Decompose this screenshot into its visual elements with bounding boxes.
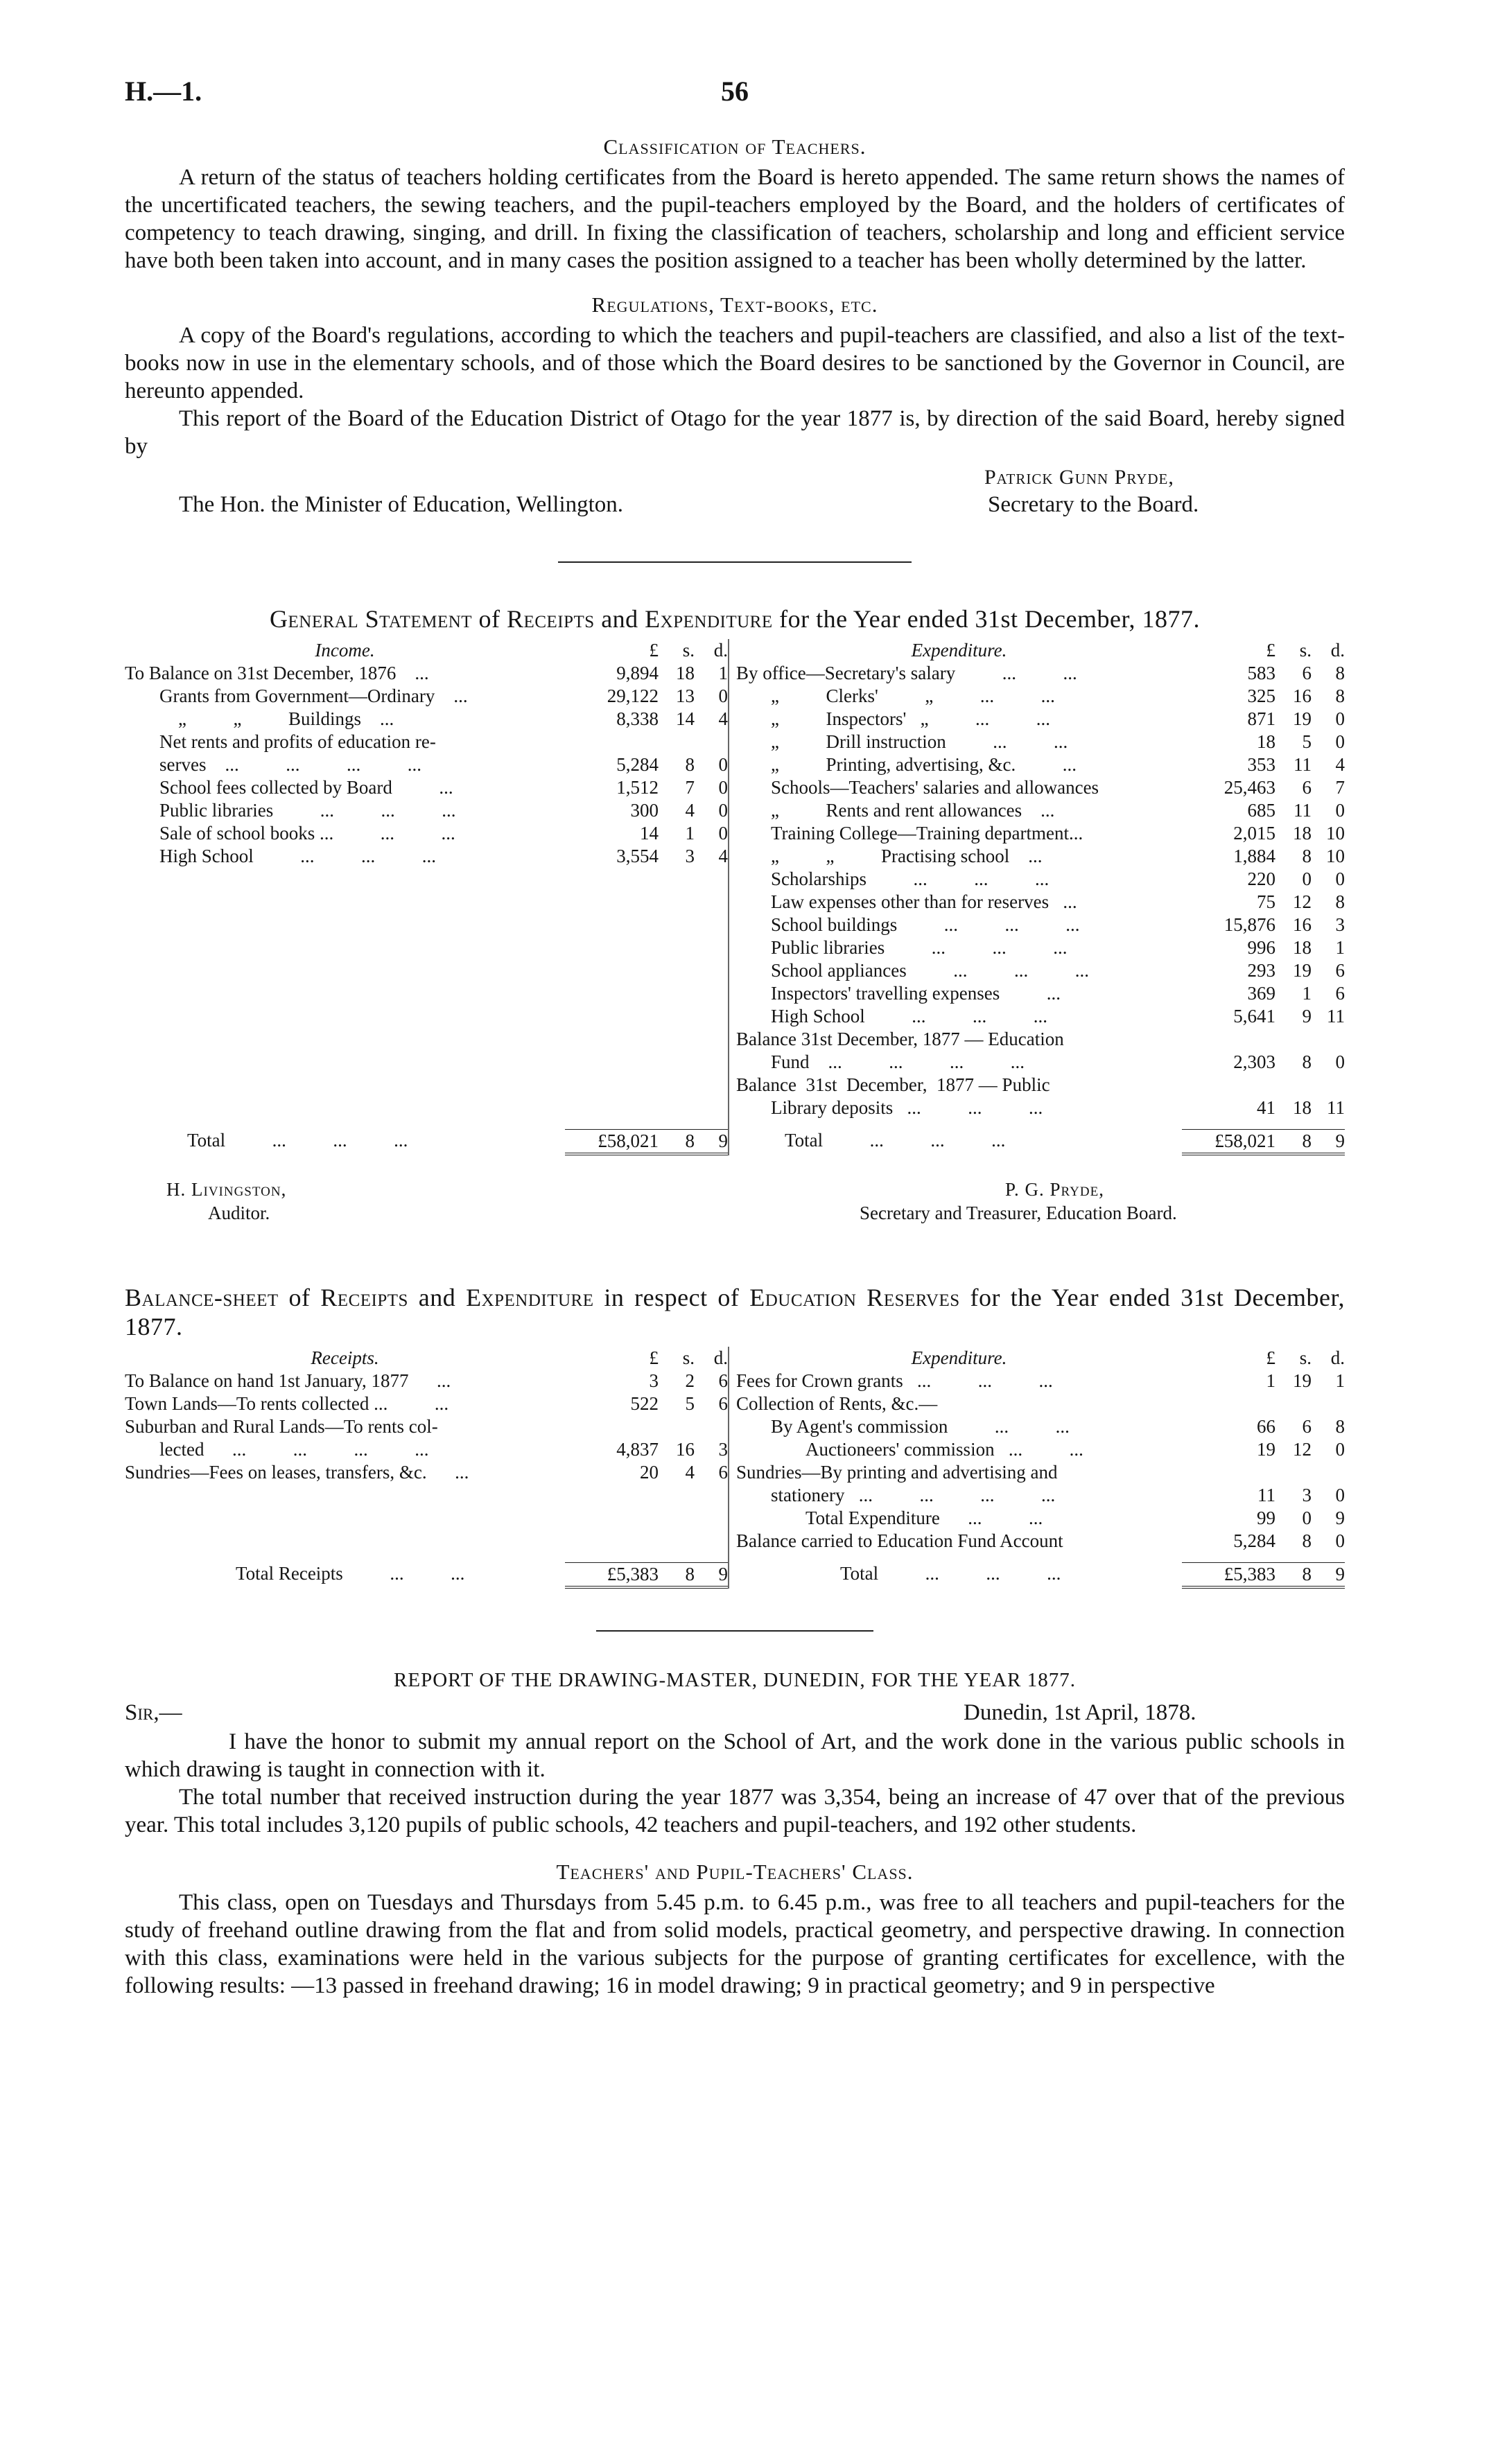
account-row xyxy=(125,731,728,753)
account-row xyxy=(736,708,1345,731)
amount-pence: 3 xyxy=(1335,914,1345,935)
unit-shillings: s. xyxy=(1299,1347,1312,1368)
account-item: High School ... ... ... xyxy=(159,846,437,866)
amount-pence: 0 xyxy=(718,754,728,775)
account-item: „ Rents and rent allowances ... xyxy=(771,800,1055,821)
account-row xyxy=(125,708,728,731)
title-part: for the Year ended 31st December, 1877. xyxy=(772,605,1200,633)
amount-pence: 0 xyxy=(718,823,728,844)
amount-pounds: 3 xyxy=(649,1370,659,1391)
amount-pounds: 19 xyxy=(1257,1439,1275,1460)
reserves-expenditure-column xyxy=(728,1347,1345,1553)
account-item: Sundries—Fees on leases, transfers, &c. ... xyxy=(125,1462,469,1483)
account-row xyxy=(125,776,728,799)
page xyxy=(125,69,1345,2000)
unit-pounds: £ xyxy=(649,640,659,661)
amount-shillings: 8 xyxy=(1302,846,1312,866)
reserves-expenditure-header-row xyxy=(736,1347,1345,1370)
account-item: Net rents and profits of education re- xyxy=(159,731,436,752)
amount-shillings: 5 xyxy=(1302,731,1312,752)
amount-pounds: 9,894 xyxy=(616,663,659,683)
total-shillings: 8 xyxy=(659,1129,695,1155)
amount-pounds: 25,463 xyxy=(1223,777,1275,798)
amount-pounds: 4,837 xyxy=(616,1439,659,1460)
account-item: Total Expenditure ... ... xyxy=(805,1508,1043,1528)
account-row xyxy=(736,1096,1345,1119)
page-header xyxy=(125,69,1345,119)
amount-shillings: 1 xyxy=(1302,983,1312,1004)
amount-pounds: 3,554 xyxy=(616,846,659,866)
amount-pounds: 41 xyxy=(1257,1097,1275,1118)
account-row xyxy=(736,1005,1345,1028)
account-row xyxy=(736,731,1345,753)
amount-pounds: 5,641 xyxy=(1233,1006,1275,1026)
amount-pounds: 293 xyxy=(1247,960,1275,981)
amount-shillings: 11 xyxy=(1294,800,1312,821)
account-row xyxy=(736,891,1345,914)
account-item: Library deposits ... ... ... xyxy=(771,1097,1043,1118)
amount-shillings: 1 xyxy=(685,823,695,844)
amount-pounds: 18 xyxy=(1257,731,1275,752)
amount-pounds: 29,122 xyxy=(607,685,659,706)
amount-pounds: 11 xyxy=(1257,1485,1275,1505)
account-item: Inspectors' travelling expenses ... xyxy=(771,983,1061,1004)
account-row xyxy=(736,1484,1345,1507)
amount-pence: 10 xyxy=(1326,823,1345,844)
account-item: Sundries—By printing and advertising and xyxy=(736,1462,1058,1483)
class-heading: Teachers' and Pupil-Teachers' Class. xyxy=(556,1860,914,1884)
amount-pence: 0 xyxy=(1335,868,1345,889)
amount-pounds: 75 xyxy=(1257,891,1275,912)
amount-shillings: 2 xyxy=(685,1370,695,1391)
total-pounds: £5,383 xyxy=(565,1562,659,1589)
title-part: Education Reserves xyxy=(749,1284,960,1311)
amount-pence: 8 xyxy=(1335,685,1345,706)
amount-pence: 0 xyxy=(1335,731,1345,752)
amount-shillings: 12 xyxy=(1293,1439,1312,1460)
account-row xyxy=(736,1392,1345,1415)
report-paragraph-2: The total number that received instruction during the year 1877 was 3,354, being an increase of 47 over that of the previous year. This total includes 3,120 pupils of public schools, 42 teachers and pupil-teachers, and 192 other students. xyxy=(125,1785,1345,1837)
amount-shillings: 18 xyxy=(676,663,695,683)
page-number: 56 xyxy=(721,76,749,107)
account-row xyxy=(125,845,728,868)
account-row xyxy=(736,845,1345,868)
account-row xyxy=(125,753,728,776)
statement-signatures xyxy=(125,1179,1345,1241)
account-row xyxy=(736,776,1345,799)
amount-pence: 0 xyxy=(718,685,728,706)
account-row xyxy=(125,1461,728,1484)
regulations-heading: Regulations, Text-books, etc. xyxy=(591,292,878,317)
unit-pence: d. xyxy=(1330,1347,1345,1368)
title-part: in respect of xyxy=(593,1284,750,1311)
account-row xyxy=(125,685,728,708)
total-pounds: £58,021 xyxy=(565,1129,659,1155)
amount-pence: 11 xyxy=(1327,1006,1345,1026)
document-reference: H.—1. xyxy=(125,76,202,107)
report-paragraph-1: I have the honor to submit my annual report on the School of Art, and the work done in the various public schools in which drawing is taught in connection with it. xyxy=(125,1729,1345,1782)
expenditure-column xyxy=(728,639,1345,1119)
amount-pence: 0 xyxy=(718,800,728,821)
signer-title: Secretary to the Board. xyxy=(988,492,1199,517)
classification-paragraph: A return of the status of teachers holding certificates from the Board is hereto appended. The same return shows the names of the uncertificated teachers, the sewing teachers, and the pupil-teachers employed by the Board, and the holders of certificates of competency to teach drawing, singing, and drill. In fixing the classification of teachers, scholarship and long and efficient service have both been taken into account, and in many cases the position assigned to a teacher has been wholly determined by the latter. xyxy=(125,165,1345,273)
account-item: „ Drill instruction ... ... xyxy=(771,731,1068,752)
amount-shillings: 0 xyxy=(1302,868,1312,889)
unit-pence: d. xyxy=(713,640,728,661)
general-statement-title xyxy=(125,604,1345,634)
amount-pounds: 871 xyxy=(1247,708,1275,729)
amount-pence: 0 xyxy=(1335,1530,1345,1551)
amount-pence: 1 xyxy=(1335,1370,1345,1391)
total-label: Total Receipts ... ... xyxy=(236,1563,465,1584)
amount-pounds: 2,015 xyxy=(1233,823,1275,844)
amount-shillings: 14 xyxy=(676,708,695,729)
board-signature-block xyxy=(125,460,1345,523)
unit-pounds: £ xyxy=(1266,640,1275,661)
amount-shillings: 18 xyxy=(1293,823,1312,844)
general-statement-totals xyxy=(125,1119,1345,1155)
amount-pence: 10 xyxy=(1326,846,1345,866)
account-item: School buildings ... ... ... xyxy=(771,914,1080,935)
account-row xyxy=(736,936,1345,959)
account-item: High School ... ... ... xyxy=(771,1006,1048,1026)
amount-pence: 8 xyxy=(1335,891,1345,912)
total-label: Total ... ... ... xyxy=(187,1130,408,1151)
amount-pounds: 15,876 xyxy=(1223,914,1275,935)
amount-pounds: 20 xyxy=(640,1462,659,1483)
account-row xyxy=(125,1370,728,1392)
amount-shillings: 8 xyxy=(685,754,695,775)
amount-pounds: 369 xyxy=(1247,983,1275,1004)
expenditure-rows xyxy=(736,662,1345,1119)
amount-shillings: 19 xyxy=(1293,960,1312,981)
account-row xyxy=(736,1370,1345,1392)
amount-pence: 0 xyxy=(1335,800,1345,821)
account-row xyxy=(125,822,728,845)
amount-pence: 6 xyxy=(718,1370,728,1391)
amount-pence: 4 xyxy=(718,846,728,866)
account-row xyxy=(736,959,1345,982)
amount-shillings: 8 xyxy=(1302,1530,1312,1551)
amount-pounds: 300 xyxy=(630,800,659,821)
account-item: Suburban and Rural Lands—To rents col- xyxy=(125,1416,438,1437)
account-item: Fees for Crown grants ... ... ... xyxy=(736,1370,1053,1391)
receipts-header: Receipts. xyxy=(311,1347,379,1368)
title-part: and xyxy=(408,1284,467,1311)
title-part: Balance-sheet xyxy=(125,1284,279,1311)
account-item: „ „ Buildings ... xyxy=(159,708,394,729)
account-row xyxy=(736,1461,1345,1484)
amount-pounds: 685 xyxy=(1247,800,1275,821)
total-pounds: £5,383 xyxy=(1182,1562,1275,1589)
total-label: Total ... ... ... xyxy=(785,1130,1006,1151)
secretary-name: P. G. Pryde, xyxy=(1005,1179,1104,1200)
divider xyxy=(558,561,912,563)
addressee: The Hon. the Minister of Education, Wellington. xyxy=(179,492,624,517)
amount-pence: 6 xyxy=(718,1393,728,1414)
amount-shillings: 19 xyxy=(1293,708,1312,729)
account-row xyxy=(736,914,1345,936)
amount-pence: 1 xyxy=(1335,937,1345,958)
amount-shillings: 16 xyxy=(1293,914,1312,935)
regulations-paragraph: A copy of the Board's regulations, according to which the teachers and pupil-teachers are classified, and also a list of the text-books now in use in the elementary schools, and of those which the Board desires to be sanctioned by the Governor in Council, are hereunto appended. xyxy=(125,323,1345,403)
receipts-header-row xyxy=(125,1347,728,1370)
amount-pence: 1 xyxy=(718,663,728,683)
title-part: Expenditure xyxy=(466,1284,594,1311)
amount-pounds: 66 xyxy=(1257,1416,1275,1437)
account-item: „ Printing, advertising, &c. ... xyxy=(771,754,1077,775)
account-item: Law expenses other than for reserves ... xyxy=(771,891,1077,912)
salutation-row xyxy=(125,1700,1345,1728)
salutation: Sir,— xyxy=(125,1700,182,1725)
account-item: Collection of Rents, &c.— xyxy=(736,1393,938,1414)
account-item: lected ... ... ... ... xyxy=(159,1439,429,1460)
amount-pence: 0 xyxy=(718,777,728,798)
account-item: By Agent's commission ... ... xyxy=(771,1416,1070,1437)
amount-shillings: 18 xyxy=(1293,1097,1312,1118)
amount-shillings: 12 xyxy=(1293,891,1312,912)
amount-pounds: 8,338 xyxy=(616,708,659,729)
account-item: Sale of school books ... ... ... xyxy=(159,823,455,844)
total-label: Total ... ... ... xyxy=(840,1563,1061,1584)
amount-pounds: 353 xyxy=(1247,754,1275,775)
unit-pence: d. xyxy=(1330,640,1345,661)
amount-shillings: 18 xyxy=(1293,937,1312,958)
total-row xyxy=(785,1129,1345,1155)
amount-shillings: 13 xyxy=(676,685,695,706)
account-row xyxy=(736,982,1345,1005)
total-pence: 9 xyxy=(695,1562,728,1589)
account-item: Balance carried to Education Fund Account xyxy=(736,1530,1063,1551)
amount-pence: 4 xyxy=(718,708,728,729)
account-row xyxy=(736,1507,1345,1530)
account-item: Grants from Government—Ordinary ... xyxy=(159,685,468,706)
unit-pounds: £ xyxy=(649,1347,659,1368)
amount-shillings: 11 xyxy=(1294,754,1312,775)
income-header: Income. xyxy=(315,640,375,661)
total-row xyxy=(840,1562,1345,1589)
amount-shillings: 5 xyxy=(685,1393,695,1414)
account-item: School fees collected by Board ... xyxy=(159,777,453,798)
amount-shillings: 3 xyxy=(685,846,695,866)
unit-pounds: £ xyxy=(1266,1347,1275,1368)
amount-shillings: 9 xyxy=(1302,1006,1312,1026)
amount-pounds: 1 xyxy=(1266,1370,1275,1391)
unit-shillings: s. xyxy=(682,1347,695,1368)
amount-pounds: 996 xyxy=(1247,937,1275,958)
total-pence: 9 xyxy=(1312,1562,1345,1589)
amount-pence: 0 xyxy=(1335,1485,1345,1505)
income-total xyxy=(125,1119,728,1155)
account-row xyxy=(736,822,1345,845)
account-row xyxy=(125,799,728,822)
amount-pounds: 220 xyxy=(1247,868,1275,889)
general-statement-table xyxy=(125,639,1345,1119)
amount-pounds: 5,284 xyxy=(1233,1530,1275,1551)
receipts-total xyxy=(125,1553,728,1589)
amount-pence: 6 xyxy=(1335,960,1345,981)
account-row xyxy=(736,799,1345,822)
account-row xyxy=(736,868,1345,891)
amount-shillings: 4 xyxy=(685,1462,695,1483)
title-part: General Statement xyxy=(270,605,473,633)
balance-sheet-table xyxy=(125,1347,1345,1553)
account-item: Schools—Teachers' salaries and allowances xyxy=(771,777,1099,798)
account-row xyxy=(736,1438,1345,1461)
account-row xyxy=(125,1438,728,1461)
amount-pence: 0 xyxy=(1335,1439,1345,1460)
amount-pence: 0 xyxy=(1335,708,1345,729)
signing-paragraph: This report of the Board of the Education District of Otago for the year 1877 is, by direction of the said Board, hereby signed by xyxy=(125,406,1345,459)
title-part: Expenditure xyxy=(645,605,773,633)
amount-pounds: 99 xyxy=(1257,1508,1275,1528)
secretary-title: Secretary and Treasurer, Education Board. xyxy=(860,1203,1177,1223)
account-item: Fund ... ... ... ... xyxy=(771,1051,1025,1072)
account-row xyxy=(125,1415,728,1438)
account-item: School appliances ... ... ... xyxy=(771,960,1089,981)
account-item: Scholarships ... ... ... xyxy=(771,868,1050,889)
reserves-expenditure-rows xyxy=(736,1370,1345,1553)
amount-shillings: 19 xyxy=(1293,1370,1312,1391)
balance-sheet-totals xyxy=(125,1553,1345,1589)
account-row xyxy=(125,662,728,685)
amount-pence: 6 xyxy=(718,1462,728,1483)
amount-pounds: 1,884 xyxy=(1233,846,1275,866)
amount-shillings: 3 xyxy=(1302,1485,1312,1505)
balance-sheet-title xyxy=(125,1283,1345,1341)
total-row xyxy=(236,1562,728,1589)
account-row xyxy=(736,753,1345,776)
expenditure-header-row xyxy=(736,639,1345,662)
total-shillings: 8 xyxy=(1275,1129,1312,1155)
account-item: „ „ Practising school ... xyxy=(771,846,1043,866)
amount-pounds: 14 xyxy=(640,823,659,844)
unit-shillings: s. xyxy=(1299,640,1312,661)
amount-shillings: 6 xyxy=(1302,777,1312,798)
report-date: Dunedin, 1st April, 1878. xyxy=(964,1700,1196,1725)
account-item: Balance 31st December, 1877 — Education xyxy=(736,1029,1064,1049)
receipts-rows xyxy=(125,1370,728,1484)
amount-shillings: 7 xyxy=(685,777,695,798)
unit-shillings: s. xyxy=(682,640,695,661)
amount-pence: 7 xyxy=(1335,777,1345,798)
total-pounds: £58,021 xyxy=(1182,1129,1275,1155)
expenditure-total xyxy=(728,1119,1345,1155)
account-item: To Balance on 31st December, 1876 ... xyxy=(125,663,429,683)
amount-pence: 8 xyxy=(1335,663,1345,683)
account-row xyxy=(736,1051,1345,1074)
total-shillings: 8 xyxy=(659,1562,695,1589)
income-header-row xyxy=(125,639,728,662)
auditor-title: Auditor. xyxy=(208,1203,270,1223)
account-row xyxy=(736,1530,1345,1553)
account-item: „ Inspectors' „ ... ... xyxy=(771,708,1051,729)
account-item: stationery ... ... ... ... xyxy=(771,1485,1056,1505)
title-part: of xyxy=(278,1284,321,1311)
amount-pence: 0 xyxy=(1335,1051,1345,1072)
amount-shillings: 6 xyxy=(1302,1416,1312,1437)
income-column xyxy=(125,639,728,868)
total-pence: 9 xyxy=(1312,1129,1345,1155)
account-item: Public libraries ... ... ... xyxy=(159,800,456,821)
account-row xyxy=(736,1415,1345,1438)
account-item: Training College—Training department... xyxy=(771,823,1083,844)
account-row xyxy=(125,1392,728,1415)
total-pence: 9 xyxy=(695,1129,728,1155)
title-part: of xyxy=(472,605,507,633)
report-title: REPORT OF THE DRAWING-MASTER, DUNEDIN, FOR THE YEAR 1877. xyxy=(394,1669,1076,1691)
amount-pence: 4 xyxy=(1335,754,1345,775)
title-part: and xyxy=(594,605,645,633)
auditor-name: H. Livingston, xyxy=(166,1179,287,1200)
account-row xyxy=(736,1028,1345,1051)
account-item: By office—Secretary's salary ... ... xyxy=(736,663,1077,683)
amount-shillings: 16 xyxy=(1293,685,1312,706)
account-row xyxy=(736,685,1345,708)
amount-pounds: 1,512 xyxy=(616,777,659,798)
account-item: serves ... ... ... ... xyxy=(159,754,421,775)
amount-pence: 8 xyxy=(1335,1416,1345,1437)
title-part: for the Year ended 31st December, 1877. xyxy=(125,1284,1345,1340)
amount-pounds: 522 xyxy=(630,1393,659,1414)
amount-pence: 3 xyxy=(718,1439,728,1460)
income-rows xyxy=(125,662,728,868)
reserves-expenditure-total xyxy=(728,1553,1345,1589)
amount-pounds: 583 xyxy=(1247,663,1275,683)
title-part: Receipts xyxy=(507,605,595,633)
account-row xyxy=(736,662,1345,685)
total-shillings: 8 xyxy=(1275,1562,1312,1589)
account-item: „ Clerks' „ ... ... xyxy=(771,685,1055,706)
signer-name: Patrick Gunn Pryde, xyxy=(984,466,1174,489)
amount-shillings: 8 xyxy=(1302,1051,1312,1072)
title-part: Receipts xyxy=(320,1284,408,1311)
classification-heading: Classification of Teachers. xyxy=(603,134,866,159)
amount-pounds: 2,303 xyxy=(1233,1051,1275,1072)
amount-shillings: 16 xyxy=(676,1439,695,1460)
amount-shillings: 6 xyxy=(1302,663,1312,683)
expenditure-header: Expenditure. xyxy=(911,640,1007,661)
amount-shillings: 4 xyxy=(685,800,695,821)
amount-pounds: 5,284 xyxy=(616,754,659,775)
account-item: Auctioneers' commission ... ... xyxy=(805,1439,1083,1460)
account-row xyxy=(736,1074,1345,1096)
account-item: Town Lands—To rents collected ... ... xyxy=(125,1393,449,1414)
amount-pence: 6 xyxy=(1335,983,1345,1004)
amount-pence: 9 xyxy=(1335,1508,1345,1528)
report-paragraph-3: This class, open on Tuesdays and Thursdays from 5.45 p.m. to 6.45 p.m., was free to all teachers and pupil-teachers for the study of freehand outline drawing from the flat and from solid models, practical geometry, and perspective drawing. In connection with this class, examinations were held in the various subjects for the purpose of granting certificates for excellence, with the following results: —13 passed in freehand drawing; 16 in model drawing; 9 in practical geometry; and 9 in perspective xyxy=(125,1890,1345,1998)
account-item: Public libraries ... ... ... xyxy=(771,937,1068,958)
receipts-column xyxy=(125,1347,728,1484)
reserves-expenditure-header: Expenditure. xyxy=(911,1347,1007,1368)
total-row xyxy=(187,1129,728,1155)
amount-pence: 11 xyxy=(1327,1097,1345,1118)
account-item: Balance 31st December, 1877 — Public xyxy=(736,1074,1050,1095)
amount-pounds: 325 xyxy=(1247,685,1275,706)
divider xyxy=(596,1630,873,1632)
unit-pence: d. xyxy=(713,1347,728,1368)
amount-shillings: 0 xyxy=(1302,1508,1312,1528)
account-item: To Balance on hand 1st January, 1877 ... xyxy=(125,1370,451,1391)
